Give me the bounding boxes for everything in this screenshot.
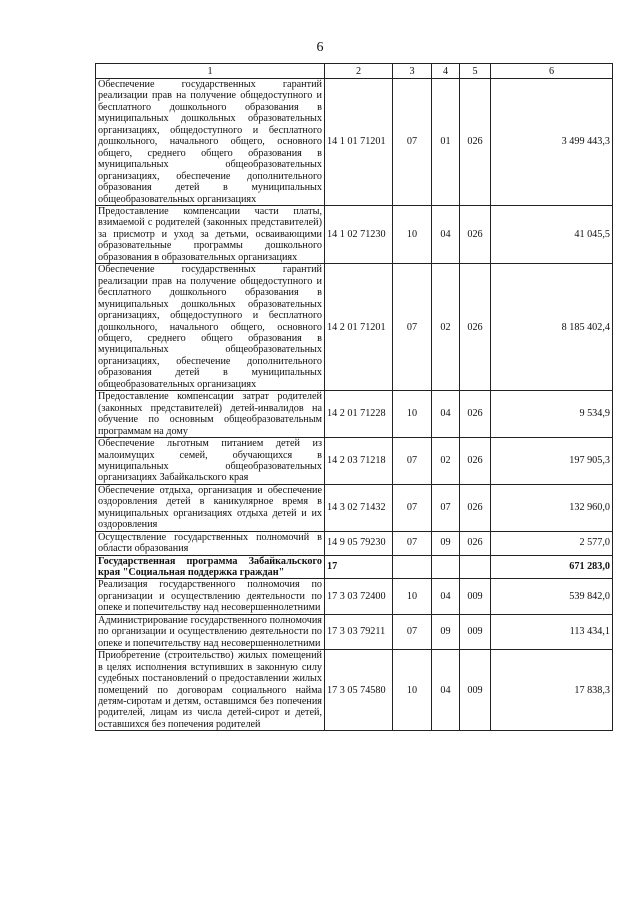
header-cell-3: 3 — [393, 64, 432, 79]
amount-cell: 41 045,5 — [491, 205, 613, 263]
target-code-cell: 14 3 02 71432 — [325, 484, 393, 531]
table-row — [96, 264, 613, 391]
subsection-code-cell: 04 — [432, 650, 460, 731]
admin-code-cell — [460, 555, 491, 579]
budget-table — [95, 63, 613, 731]
item-name-cell: Предоставление компенсации затрат родителей (законных представителей) детей-инвалидов на обучение по основным общеобразовательным программам на дому — [96, 391, 325, 438]
section-code-cell: 10 — [393, 579, 432, 614]
table-row — [96, 205, 613, 263]
admin-code-cell: 009 — [460, 579, 491, 614]
table-row — [96, 531, 613, 555]
subsection-code-cell: 02 — [432, 264, 460, 391]
target-code-cell: 14 1 01 71201 — [325, 79, 393, 206]
subsection-code-cell: 04 — [432, 205, 460, 263]
item-name-cell: Реализация государственного полномочия по организации и осуществлению деятельности по опеке и попечительству над несовершеннолетними — [96, 579, 325, 614]
amount-cell: 17 838,3 — [491, 650, 613, 731]
section-code-cell: 07 — [393, 79, 432, 206]
budget-table-body — [96, 64, 613, 731]
header-row — [96, 64, 613, 79]
subsection-code-cell: 04 — [432, 579, 460, 614]
target-code-cell: 14 2 01 71201 — [325, 264, 393, 391]
section-code-cell: 07 — [393, 484, 432, 531]
subsection-code-cell — [432, 555, 460, 579]
amount-cell: 197 905,3 — [491, 438, 613, 485]
target-code-cell: 17 3 03 79211 — [325, 614, 393, 649]
item-name-cell: Обеспечение государственных гарантий реализации прав на получение общедоступного и бесплатного дошкольного образования в муниципальных дошкольных образовательных организациях, общедоступного и бесплатного дошкольного, начального общего, основного общего, среднего общего образования в муниципальных общеобразовательных организациях, обеспечение дополнительного образования детей в муниципальных общеобразовательных организациях — [96, 264, 325, 391]
amount-cell: 113 434,1 — [491, 614, 613, 649]
section-code-cell: 07 — [393, 614, 432, 649]
header-cell-6: 6 — [491, 64, 613, 79]
amount-cell: 9 534,9 — [491, 391, 613, 438]
item-name-cell: Приобретение (строительство) жилых помещений в целях исполнения вступивших в законную силу судебных постановлений о предоставлении жилых помещений по договорам социального найма детям-сиротам и детям, оставшимся без попечения родителей, лицам из числа детей-сирот и детей, оставшихся без попечения родителей — [96, 650, 325, 731]
admin-code-cell: 026 — [460, 438, 491, 485]
item-name-cell: Обеспечение государственных гарантий реализации прав на получение общедоступного и бесплатного дошкольного образования в муниципальных дошкольных образовательных организациях, общедоступного и бесплатного дошкольного, начального общего, основного общего, среднего общего образования в муниципальных общеобразовательных организациях, обеспечение дополнительного образования детей в муниципальных общеобразовательных организациях — [96, 79, 325, 206]
subsection-code-cell: 02 — [432, 438, 460, 485]
target-code-cell: 17 — [325, 555, 393, 579]
section-code-cell: 07 — [393, 438, 432, 485]
admin-code-cell: 026 — [460, 205, 491, 263]
table-row — [96, 650, 613, 731]
table-row — [96, 79, 613, 206]
item-name-cell: Осуществление государственных полномочий в области образования — [96, 531, 325, 555]
amount-cell: 539 842,0 — [491, 579, 613, 614]
table-row — [96, 614, 613, 649]
amount-cell: 3 499 443,3 — [491, 79, 613, 206]
subsection-code-cell: 07 — [432, 484, 460, 531]
target-code-cell: 14 2 01 71228 — [325, 391, 393, 438]
target-code-cell: 14 2 03 71218 — [325, 438, 393, 485]
amount-cell: 8 185 402,4 — [491, 264, 613, 391]
target-code-cell: 14 1 02 71230 — [325, 205, 393, 263]
amount-cell: 2 577,0 — [491, 531, 613, 555]
table-row — [96, 484, 613, 531]
section-code-cell: 10 — [393, 650, 432, 731]
item-name-cell: Администрирование государственного полномочия по организации и осуществлению деятельности по опеке и попечительству над несовершеннолетними — [96, 614, 325, 649]
header-cell-1: 1 — [96, 64, 325, 79]
table-row — [96, 391, 613, 438]
section-code-cell: 10 — [393, 205, 432, 263]
item-name-cell: Государственная программа Забайкальского края "Социальная поддержка граждан" — [96, 555, 325, 579]
item-name-cell: Предоставление компенсации части платы, взимаемой с родителей (законных представителей) за присмотр и уход за детьми, осваивающими образовательные программы дошкольного образования в образовательных организациях — [96, 205, 325, 263]
table-row — [96, 579, 613, 614]
subsection-code-cell: 01 — [432, 79, 460, 206]
admin-code-cell: 009 — [460, 650, 491, 731]
admin-code-cell: 026 — [460, 79, 491, 206]
admin-code-cell: 009 — [460, 614, 491, 649]
header-cell-2: 2 — [325, 64, 393, 79]
table-row — [96, 438, 613, 485]
admin-code-cell: 026 — [460, 391, 491, 438]
admin-code-cell: 026 — [460, 484, 491, 531]
subsection-code-cell: 09 — [432, 614, 460, 649]
amount-cell: 671 283,0 — [491, 555, 613, 579]
table-row — [96, 555, 613, 579]
section-code-cell: 07 — [393, 531, 432, 555]
admin-code-cell: 026 — [460, 531, 491, 555]
subsection-code-cell: 09 — [432, 531, 460, 555]
section-code-cell — [393, 555, 432, 579]
admin-code-cell: 026 — [460, 264, 491, 391]
target-code-cell: 17 3 05 74580 — [325, 650, 393, 731]
subsection-code-cell: 04 — [432, 391, 460, 438]
item-name-cell: Обеспечение отдыха, организация и обеспечение оздоровления детей в каникулярное время в муниципальных организациях отдыха детей и их оздоровления — [96, 484, 325, 531]
header-cell-5: 5 — [460, 64, 491, 79]
target-code-cell: 14 9 05 79230 — [325, 531, 393, 555]
header-cell-4: 4 — [432, 64, 460, 79]
amount-cell: 132 960,0 — [491, 484, 613, 531]
section-code-cell: 10 — [393, 391, 432, 438]
page-number: 6 — [316, 40, 324, 55]
section-code-cell: 07 — [393, 264, 432, 391]
item-name-cell: Обеспечение льготным питанием детей из малоимущих семей, обучающихся в муниципальных общеобразовательных организациях Забайкальского края — [96, 438, 325, 485]
target-code-cell: 17 3 03 72400 — [325, 579, 393, 614]
